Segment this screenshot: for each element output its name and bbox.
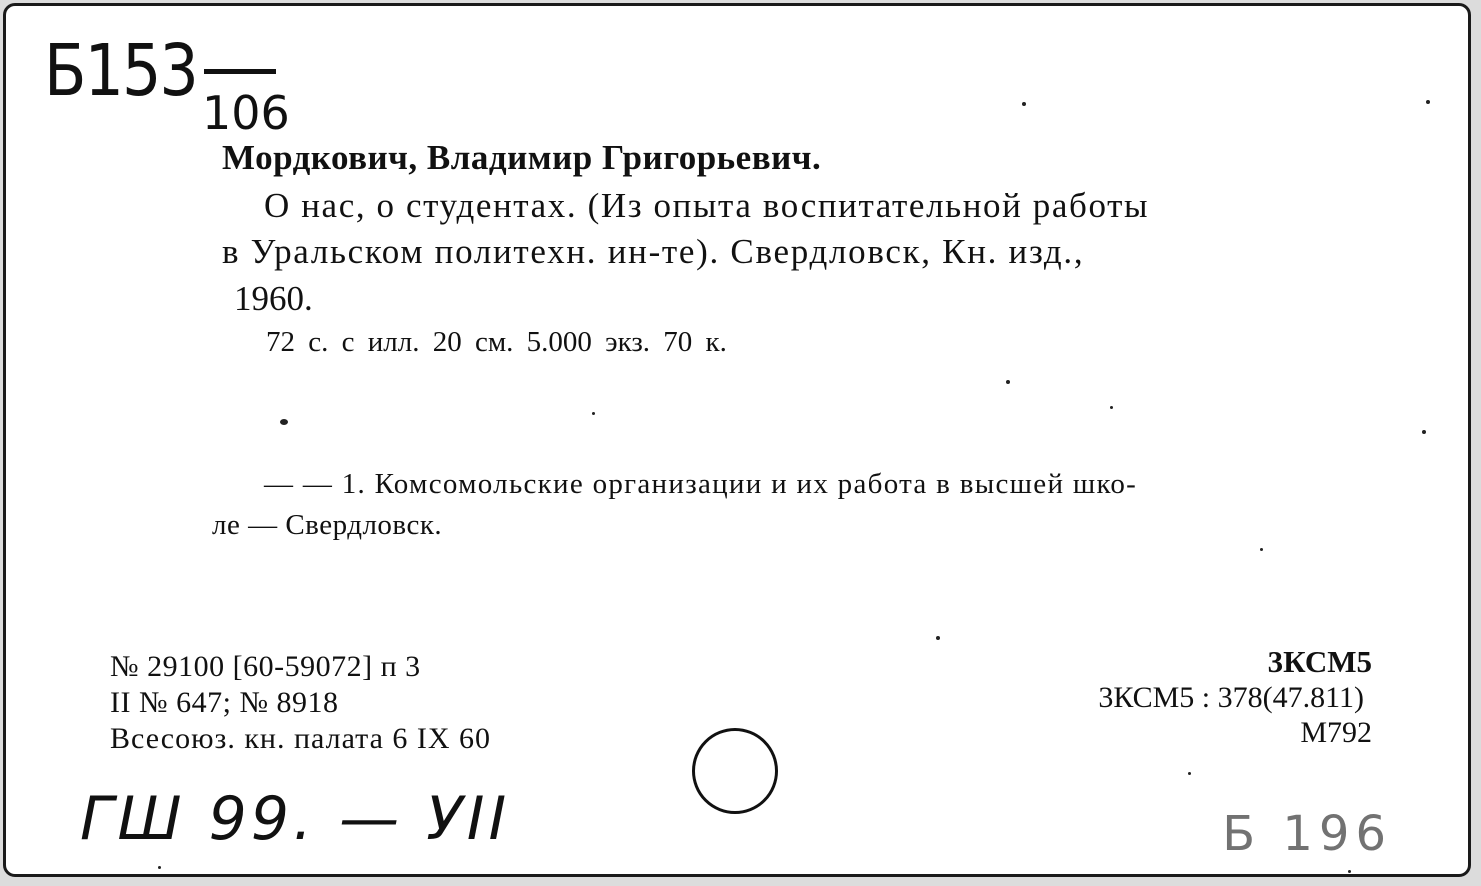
ink-speck: [1006, 380, 1010, 384]
ink-speck: [1348, 870, 1351, 873]
classification-line-1: 3КСМ5: [1267, 644, 1372, 679]
author-heading: Мордкович, Владимир Григорьевич.: [222, 138, 822, 177]
ink-speck: [1426, 100, 1430, 104]
subject-line-1: — — 1. Комсомольские организации и их работа в высшей шко-: [264, 468, 1138, 500]
ink-speck: [280, 419, 288, 425]
ink-speck: [1188, 772, 1191, 775]
shelf-mark: Б153: [44, 28, 197, 113]
registration-line-3: Всесоюз. кн. палата 6 IX 60: [110, 722, 492, 755]
subject-line-2: ле — Свердловск.: [212, 509, 443, 541]
punch-hole: [692, 728, 778, 814]
title-line-2: в Уральском политехн. ин-те). Свердловск, Кн. изд.,: [222, 232, 1085, 271]
ink-speck: [158, 866, 161, 869]
ink-speck: [1260, 548, 1263, 551]
collation-line: 72 с. с илл. 20 см. 5.000 экз. 70 к.: [266, 326, 727, 358]
registration-line-1: № 29100 [60-59072] п 3: [110, 650, 421, 683]
ink-speck: [592, 412, 595, 415]
shelf-mark-bar: [204, 69, 276, 74]
registration-line-2: II № 647; № 8918: [110, 686, 339, 719]
ink-speck: [1110, 406, 1113, 409]
stamp-number: Б 196: [1222, 806, 1392, 862]
inventory-mark: ГШ 99. — УII: [80, 784, 511, 854]
classification-line-3: М792: [1300, 716, 1372, 749]
catalog-card: [3, 3, 1471, 877]
ink-speck: [1022, 102, 1026, 106]
classification-line-2: 3КСМ5 : 378(47.811): [1098, 681, 1364, 714]
ink-speck: [936, 636, 940, 640]
ink-speck: [1422, 430, 1426, 434]
title-line-1: О нас, о студентах. (Из опыта воспитательной работы: [264, 186, 1150, 225]
shelf-mark-sub: 106: [202, 86, 290, 140]
title-line-3: 1960.: [234, 279, 313, 318]
